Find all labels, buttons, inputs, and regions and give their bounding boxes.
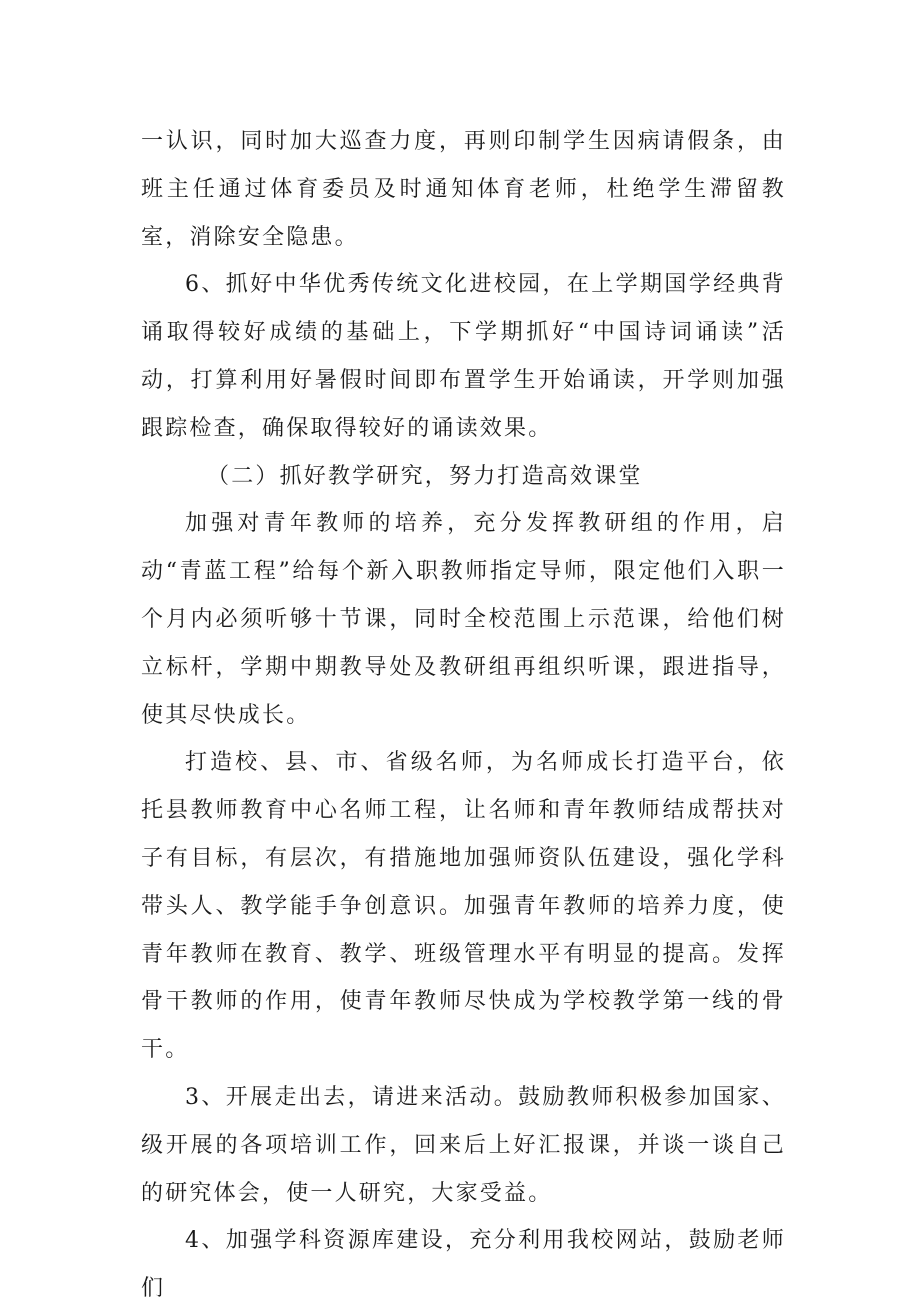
paragraph-item-3: 3、开展走出去，请进来活动。鼓励教师积极参加国家、级开展的各项培训工作，回来后上好汇报课，并谈一谈自己的研究体会，使一人研究，大家受益。 (141, 1084, 786, 1206)
paragraph-item-4: 4、加强学科资源库建设，充分利用我校网站，鼓励老师们 (141, 1228, 786, 1302)
paragraph-famous-teachers: 打造校、县、市、省级名师，为名师成长打造平台，依托县教师教育中心名师工程，让名师和青年教师结成帮扶对子有目标，有层次，有措施地加强师资队伍建设，强化学科带头人、教学能手争创意识。加强青年教师的培养力度，使青年教师在教育、教学、班级管理水平有明显的提高。发挥骨干教师的作用，使青年教师尽快成为学校教学第一线的骨干。 (141, 750, 786, 1063)
paragraph-young-teachers: 加强对青年教师的培养，充分发挥教研组的作用，启动“青蓝工程”给每个新入职教师指定导师，限定他们入职一个月内必须听够十节课，同时全校范围上示范课，给他们树立标杆，学期中期教导处及教研组再组织听课，跟进指导，使其尽快成长。 (141, 511, 786, 728)
section-heading: （二）抓好教学研究，努力打造高效课堂 (207, 463, 643, 489)
paragraph-item-6: 6、抓好中华优秀传统文化进校园，在上学期国学经典背诵取得较好成绩的基础上，下学期抓好“中国诗词诵读”活动，打算利用好暑假时间即布置学生开始诵读，开学则加强跟踪检查，确保取得较好的诵读效果。 (141, 272, 786, 441)
document-body (141, 118, 786, 1313)
paragraph-continuation: 一认识，同时加大巡查力度，再则印制学生因病请假条，由班主任通过体育委员及时通知体育老师，杜绝学生滞留教室，消除安全隐患。 (141, 129, 786, 250)
